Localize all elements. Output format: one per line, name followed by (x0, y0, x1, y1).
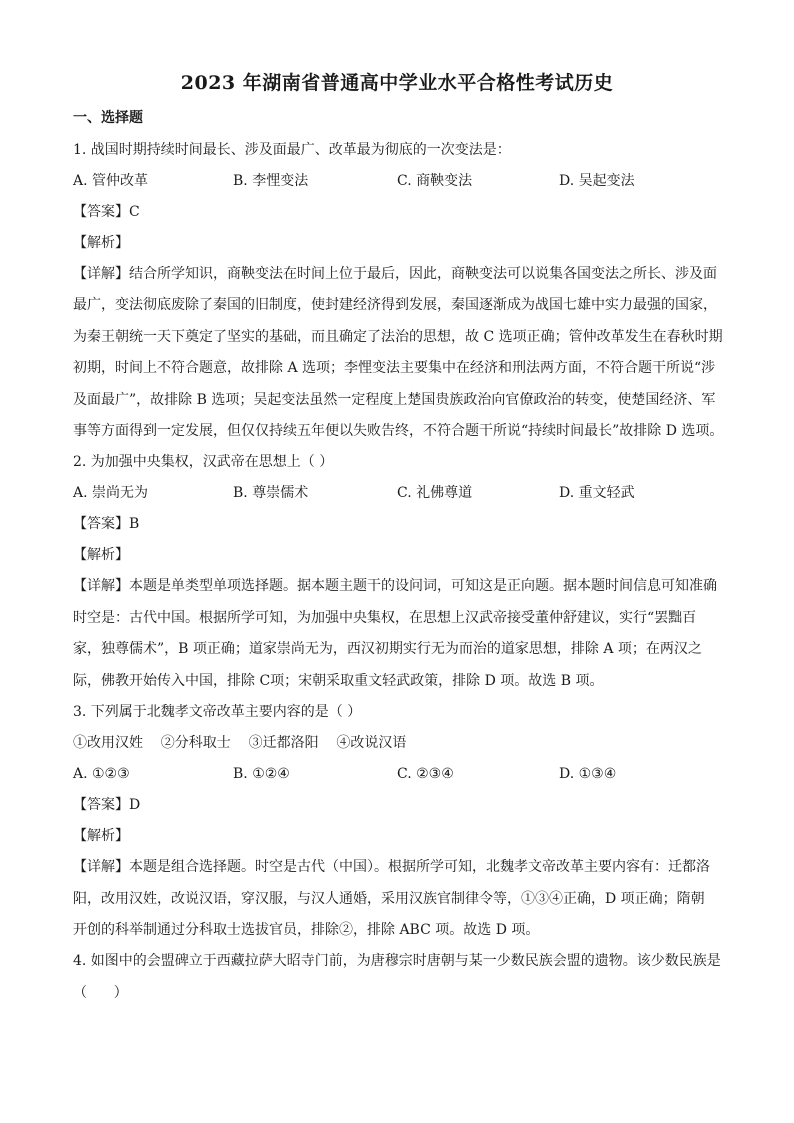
q2-option-b: B. 尊崇儒术 (233, 485, 309, 501)
q2-option-a: A. 崇尚无为 (73, 485, 149, 501)
section-heading: 一、选择题 (73, 110, 143, 126)
q2-analysis-label: 【解析】 (73, 547, 129, 563)
q1-detail-line: 初期，时间上不符合题意，故排除 A 选项；李悝变法主要集中在经济和刑法两方面，不符合题干所说“涉 (73, 360, 716, 376)
q1-detail-line: 为秦王朝统一天下奠定了坚实的基础，而且确定了法治的思想，故 C 选项正确；管仲改革发生在春秋时期 (73, 329, 723, 345)
q2-option-c: C. 礼佛尊道 (397, 485, 473, 501)
q1-option-d: D. 吴起变法 (559, 173, 635, 189)
q3-answer (73, 795, 723, 815)
page-title: 2023 年湖南省普通高中学业水平合格性考试历史 (180, 72, 614, 94)
q2-answer (73, 514, 723, 534)
q2-detail-line: 际，佛教开始传入中国，排除 C项；宋朝采取重文轻武政策，排除 D 项。故选 B 项。 (73, 673, 604, 689)
q1-detail-line: 事等方面得到一定发展，但仅仅持续五年便以失败告终，不符合题干所说“持续时间最长”故排除 D 选项。 (73, 423, 723, 439)
q4-stem: 4. 如图中的会盟碑立于西藏拉萨大昭寺门前，为唐穆宗时唐朝与某一少数民族会盟的遗物。该少数民族是 (73, 953, 721, 969)
q2-option-d: D. 重文轻武 (559, 485, 635, 501)
q2-detail-line: 时空是：古代中国。根据所学可知，为加强中央集权，在思想上汉武帝接受董仲舒建议，实行“罢黜百 (73, 610, 697, 626)
answer-label: 【答案】 (73, 204, 129, 220)
answer-value: C (129, 204, 140, 220)
answer-value: D (129, 797, 141, 813)
q1-option-a: A. 管仲改革 (73, 173, 149, 189)
q2-detail-line: 家，独尊儒术”，B 项正确；道家崇尚无为，西汉初期实行无为而治的道家思想，排除 A 项；在两汉之 (73, 641, 702, 657)
q2-detail-line: 【详解】本题是单类型单项选择题。据本题主题干的设问词，可知这是正向题。据本题时间信息可知准确 (73, 578, 717, 594)
q3-items: ①改用汉姓 ②分科取士 ③迁都洛阳 ④改说汉语 (73, 735, 407, 751)
q1-option-b: B. 李悝变法 (233, 173, 309, 189)
q3-detail-line: 【详解】本题是组合选择题。时空是古代（中国）。根据所学可知，北魏孝文帝改革主要内容有：迁都洛 (73, 859, 710, 875)
answer-label: 【答案】 (73, 797, 129, 813)
q4-blank: （ ） (73, 985, 128, 1001)
q3-analysis-label: 【解析】 (73, 828, 129, 844)
q3-option-b: B. ①②④ (233, 766, 290, 782)
q1-detail-line: 及面最广”，故排除 B 选项；吴起变法虽然一定程度上楚国贵族政治向官僚政治的转变，使楚国经济、军 (73, 392, 716, 408)
answer-label: 【答案】 (73, 516, 129, 532)
q3-stem: 3. 下列属于北魏孝文帝改革主要内容的是（ ） (73, 704, 362, 720)
q1-analysis-label: 【解析】 (73, 235, 129, 251)
q3-detail-line: 阳，改用汉姓，改说汉语，穿汉服，与汉人通婚，采用汉族官制律令等，①③④正确，D 项正确；隋朝 (73, 891, 705, 907)
q1-option-c: C. 商鞅变法 (397, 173, 473, 189)
q2-stem: 2. 为加强中央集权，汉武帝在思想上（ ） (73, 454, 334, 470)
q1-answer (73, 202, 723, 222)
q1-stem: 1. 战国时期持续时间最长、涉及面最广、改革最为彻底的一次变法是： (73, 142, 511, 158)
q3-detail-line: 开创的科举制通过分科取士选拔官员，排除②，排除 ABC 项。故选 D 项。 (73, 922, 540, 938)
q3-option-a: A. ①②③ (73, 766, 130, 782)
q1-detail-line: 最广，变法彻底废除了秦国的旧制度，使封建经济得到发展，秦国逐渐成为战国七雄中实力最强的国家， (73, 297, 717, 313)
q1-detail-line: 【详解】结合所学知识，商鞅变法在时间上位于最后，因此，商鞅变法可以说集各国变法之所长、涉及面 (73, 266, 717, 282)
q3-option-d: D. ①③④ (559, 766, 617, 782)
q3-option-c: C. ②③④ (397, 766, 454, 782)
answer-value: B (129, 516, 140, 532)
